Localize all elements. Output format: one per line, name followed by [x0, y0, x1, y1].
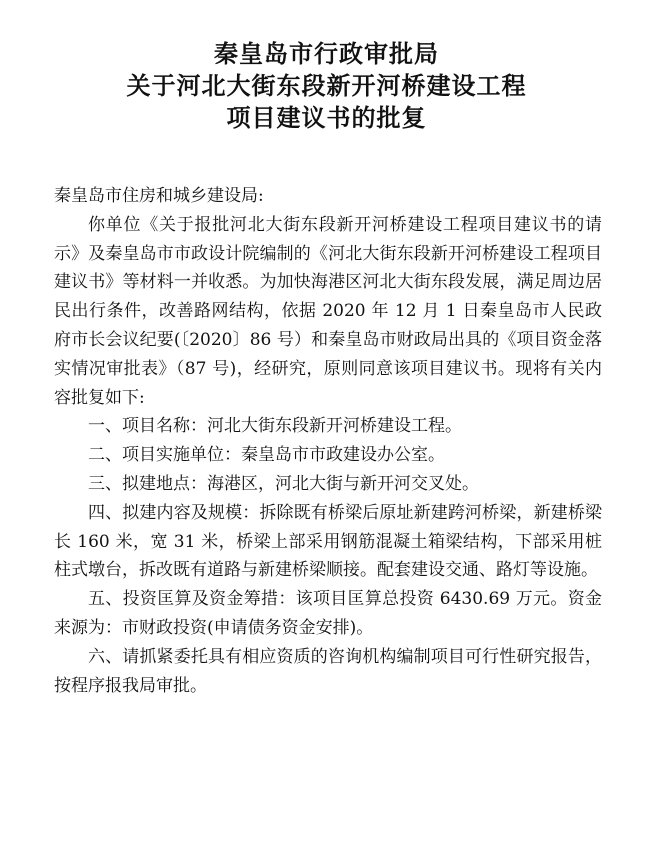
- item-construction-scope: 四、拟建内容及规模：拆除既有桥梁后原址新建跨河桥梁，新建桥梁长 160 米，宽 31 米，桥梁上部采用钢筋混凝土箱梁结构，下部采用桩柱式墩台，拆改既有道路与新建桥梁顺接。配套建设交通、路灯等设施。: [54, 502, 602, 581]
- title-line-subject: 关于河北大街东段新开河桥建设工程: [126, 72, 527, 100]
- item-investment-funding: 五、投资匡算及资金筹措：该项目匡算总投资 6430.69 万元。资金来源为：市财政投资(申请债务资金安排)。: [54, 589, 602, 638]
- item-next-steps: 六、请抓紧委托具有相应资质的咨询机构编制项目可行性研究报告，按程序报我局审批。: [54, 646, 602, 696]
- intro-paragraph: 你单位《关于报批河北大街东段新开河桥建设工程项目建议书的请示》及秦皇岛市市政设计院编制的《河北大街东段新开河桥建设工程项目建议书》等材料一并收悉。为加快海港区河北大街东段发展，满足周边居民出行条件，改善路网结构，依据 2020 年 12 月 1 日秦皇岛市人民政府市长会议纪要(〔2020〕86 号）和秦皇岛市财政局出具的《项目资金落实情况审批表》（87 号)，经研究，原则同意该项目建议书。现将有关内容批复如下:: [54, 214, 602, 408]
- item-project-name: 一、项目名称：河北大街东段新开河桥建设工程。: [88, 416, 462, 437]
- document-title: [0, 38, 653, 134]
- document-body: [54, 182, 602, 700]
- title-line-doctype: 项目建议书的批复: [226, 104, 427, 132]
- title-line-issuer: 秦皇岛市行政审批局: [214, 40, 439, 68]
- recipient-line: 秦皇岛市住房和城乡建设局:: [54, 186, 264, 206]
- item-implementing-unit: 二、项目实施单位：秦皇岛市市政建设办公室。: [88, 445, 445, 466]
- item-location: 三、拟建地点：海港区，河北大街与新开河交叉处。: [88, 473, 479, 494]
